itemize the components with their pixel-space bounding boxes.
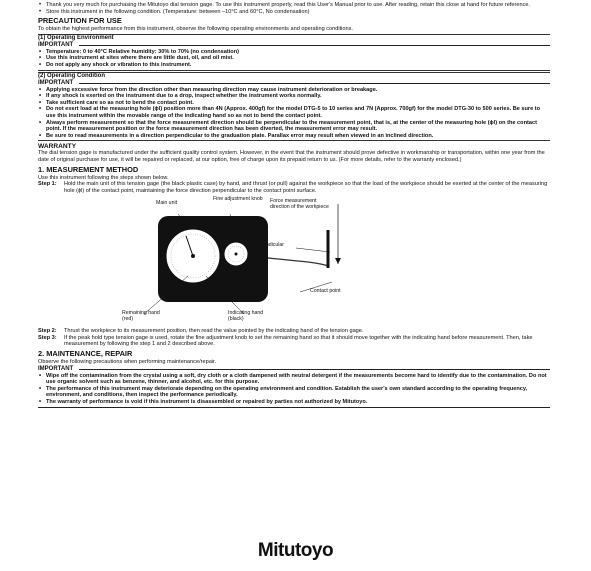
mitutoyo-logo: Mitutoyo <box>257 540 334 561</box>
list-item: • Take sufficient care so as not to bend the contact point. <box>38 100 550 107</box>
label-main-unit: Main unit <box>156 200 178 207</box>
step-text: Thrust the workpiece to its measurement position, then read the value pointed by the indicating hand of the tension gage. <box>64 328 364 335</box>
condition-title: (2) Operating Condition <box>38 72 105 79</box>
list-item: • Do not exert load at the measuring hole (ϕl) position more than 4N (Approx. 400gf) for the model DTG-5 to 10 series and 7N (Approx. 700gf) for the model DTG-30 to 500 series. Be sure to use this instrument within the movable range of the indicating hand so as not to bend the contact point. <box>38 106 550 119</box>
maintenance-list <box>38 373 550 406</box>
step-3 <box>38 335 550 348</box>
step-text: If the peak hold type tension gage is used, rotate the fine adjustment knob to set the remaining hand so that it should move together with the indicating hand before measurement. Then, take measurement by following the step 1 and 2 described above. <box>64 334 533 348</box>
list-item: • Be sure to read measurements in a direction perpendicular to the graduation plate. Parallax error may result when viewed in an inclined direction. <box>38 133 550 140</box>
condition-list <box>38 87 550 140</box>
important-heading: IMPORTANT <box>38 366 550 373</box>
intro-list <box>38 2 550 15</box>
method-title: 1. MEASUREMENT METHOD <box>38 164 139 174</box>
condition-box <box>38 72 550 142</box>
important-heading: IMPORTANT <box>38 80 550 87</box>
environment-title: (1) Operating Environment <box>38 34 114 41</box>
list-item: • Use this instrument at sites where there are little dust, oil, and oil mist. <box>38 55 550 62</box>
list-item: • Store this instrument in the following condition. (Temperature: between –10°C and 60°C, No condensation) <box>38 9 550 16</box>
step-1 <box>38 181 550 194</box>
contact-rod <box>268 258 328 266</box>
list-item: • The performance of this instrument may deteriorate depending on the operating environment and condition. Establish the user's own standard according to the operating frequency, environment, and conditions, then inspect the performance periodically. <box>38 386 550 399</box>
precaution-title: PRECAUTION FOR USE <box>38 16 122 26</box>
label-perpendicular: Perpendicular <box>252 242 285 249</box>
label-force-direction: Force measurement direction of the workpiece <box>270 198 329 211</box>
label-fine-knob: Fine adjustment knob <box>213 196 263 203</box>
label-remaining-hand: Remaining hand (red) <box>122 310 160 323</box>
step-label: Step 2: <box>38 328 57 335</box>
environment-list <box>38 49 550 69</box>
list-item: • Wipe off the contamination from the crystal using a soft, dry cloth or a cloth dampened with neutral detergent if the measurements become hard to identify due to the contamination. Do not use organic solvent such as benzene, thinner, and alcohol, etc. for this purpose. <box>38 373 550 386</box>
warranty-title: WARRANTY <box>38 143 77 151</box>
step-2 <box>38 328 550 335</box>
label-indicating-hand: Indicating hand (black) <box>228 310 264 323</box>
step-text: Hold the main unit of this tension gage (the black plastic case) by hand, and thrust (or pull) against the workpiece so that the load of the workpiece should be exerted at the center of the measuring hole (ϕl) of the contact point, maintaining the force direction perpendicular to the contact point surface. <box>64 181 548 194</box>
step-label: Step 1: <box>38 181 57 188</box>
maintenance-title: 2. MAINTENANCE, REPAIR <box>38 349 133 359</box>
step-label: Step 3: <box>38 334 57 341</box>
label-contact-point: Contact point <box>310 288 341 295</box>
gage-diagram <box>38 196 550 326</box>
gage-illustration <box>38 196 550 326</box>
divider <box>38 407 550 408</box>
list-item: • Temperature: 0 to 40°C Relative humidity: 30% to 70% (no condensation) <box>38 49 550 56</box>
list-item: • Do not apply any shock or vibration to this instrument. <box>38 62 550 69</box>
important-heading: IMPORTANT <box>38 42 550 49</box>
warranty-text: The dial tension gage is manufactured under the sufficient quality control system. However, in the event that the instrument should prove defective in workmanship or transportation, within one year from the date of original purchase for use, it will be repaired or replaced, at our option, free of charge upon its prepaid return to us. (For more details, refer to the warranty enclosed.) <box>38 150 545 163</box>
list-item: • If any shock is exerted on the instrument due to a drop, inspect whether the instrument works normally. <box>38 93 550 100</box>
list-item: • Applying excessive force from the direction other than measuring direction may cause instrument deterioration or breakage. <box>38 87 550 94</box>
environment-box <box>38 34 550 71</box>
method-lead: Use this instrument following the steps shown below. <box>38 174 169 181</box>
list-item: • Thank you very much for purchasing the Mitutoyo dial tension gage. To use this instrument properly, read this User's Manual prior to use. After reading, retain this close at hand for future reference. <box>38 2 550 9</box>
manual-page <box>38 2 550 408</box>
list-item: • The warranty of performance is void if this instrument is disassembled or repaired by parties not authorized by Mitutoyo. <box>38 399 550 406</box>
precaution-lead: To obtain the highest performance from this instrument, observe the following operating environments and operating conditions. <box>38 26 353 33</box>
list-item: • Always perform measurement so that the force measurement direction should be perpendicular to the measurement point, that is, at the center of the measuring hole (ϕl) on the contact point. If the measurement position or the force measurement direction has been diverted, the measurement error may result. <box>38 120 550 133</box>
maintenance-lead: Observe the following precautions when performing maintenance/repair. <box>38 359 217 366</box>
